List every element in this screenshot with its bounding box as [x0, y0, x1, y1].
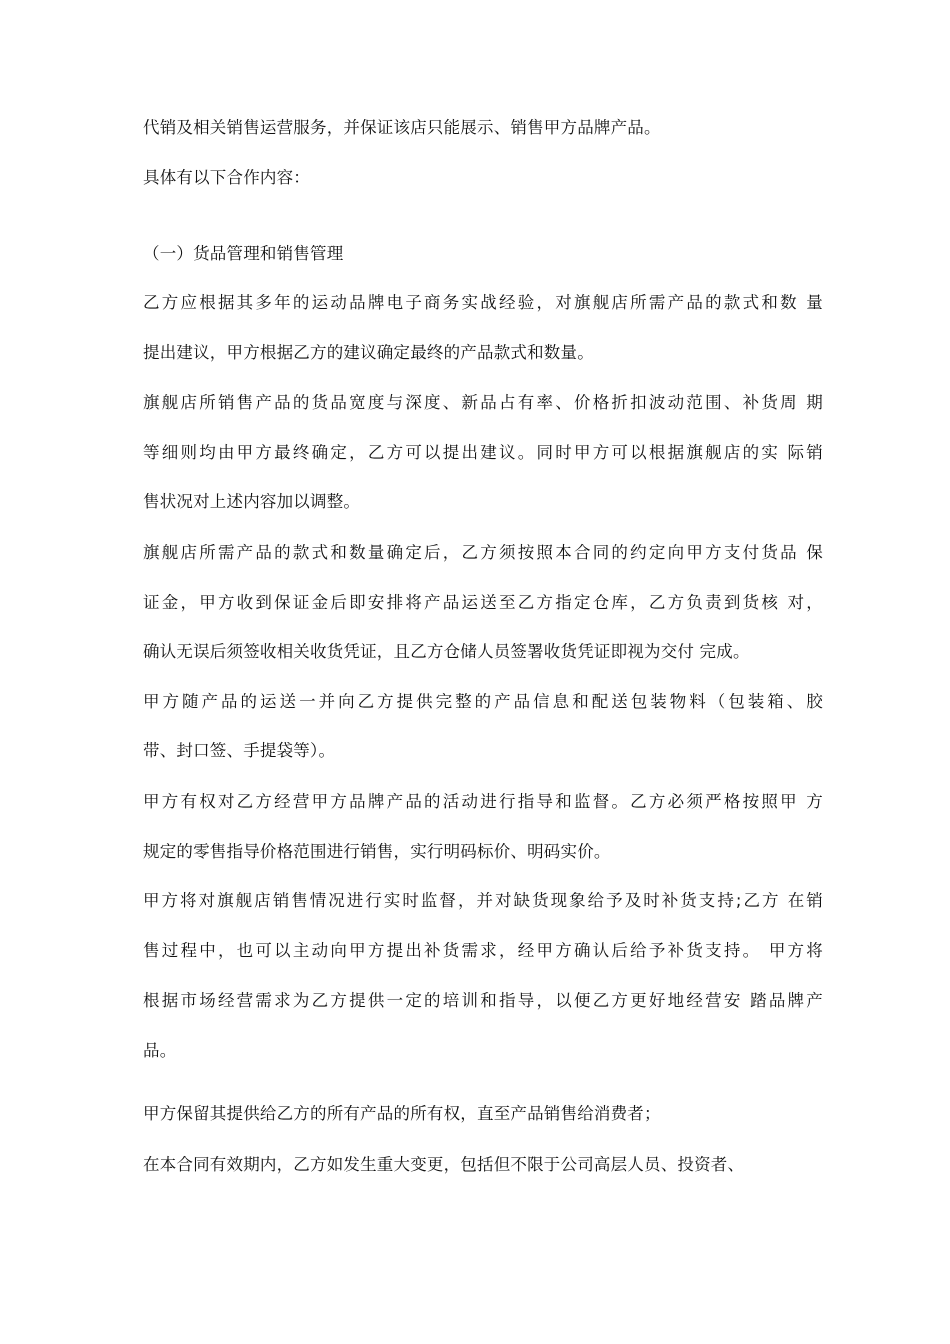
text-line: 具体有以下合作内容： — [143, 168, 310, 187]
section-heading: （一）货品管理和销售管理 — [143, 244, 344, 263]
text-line: 提出建议，甲方根据乙方的建议确定最终的产品款式和数量。 — [143, 343, 594, 362]
text-line: 根据市场经营需求为乙方提供一定的培训和指导，以便乙方更好地经营安 踏品牌产 — [143, 991, 823, 1010]
text-line: 旗舰店所销售产品的货品宽度与深度、新品占有率、价格折扣波动范围、补货周 期 — [143, 393, 823, 412]
text-line: 甲方有权对乙方经营甲方品牌产品的活动进行指导和监督。乙方必须严格按照甲 方 — [143, 792, 823, 811]
text-line: 在本合同有效期内，乙方如发生重大变更，包括但不限于公司高层人员、投资者、 — [143, 1155, 745, 1174]
text-line: 甲方将对旗舰店销售情况进行实时监督，并对缺货现象给予及时补货支持;乙方 在销 — [143, 891, 823, 910]
text-line: 售过程中，也可以主动向甲方提出补货需求，经甲方确认后给予补货支持。 甲方将 — [143, 941, 823, 960]
text-line: 售状况对上述内容加以调整。 — [143, 492, 361, 511]
text-line: 旗舰店所需产品的款式和数量确定后，乙方须按照本合同的约定向甲方支付货品 保 — [143, 543, 823, 562]
text-line: 代销及相关销售运营服务，并保证该店只能展示、销售甲方品牌产品。 — [143, 118, 661, 137]
text-line: 规定的零售指导价格范围进行销售，实行明码标价、明码实价。 — [143, 842, 611, 861]
text-line: 确认无误后须签收相关收货凭证，且乙方仓储人员签署收货凭证即视为交付 完成。 — [143, 642, 750, 661]
text-line: 品。 — [143, 1041, 177, 1060]
text-line: 乙方应根据其多年的运动品牌电子商务实战经验，对旗舰店所需产品的款式和数 量 — [143, 293, 823, 312]
text-line: 甲方保留其提供给乙方的所有产品的所有权，直至产品销售给消费者； — [143, 1104, 661, 1123]
text-line: 证金，甲方收到保证金后即安排将产品运送至乙方指定仓库，乙方负责到货核 对， — [143, 593, 823, 612]
text-line: 带、封口签、手提袋等）。 — [143, 741, 336, 760]
text-line: 甲方随产品的运送一并向乙方提供完整的产品信息和配送包装物料（包装箱、胶 — [143, 692, 823, 711]
text-line: 等细则均由甲方最终确定，乙方可以提出建议。同时甲方可以根据旗舰店的实 际销 — [143, 443, 823, 462]
